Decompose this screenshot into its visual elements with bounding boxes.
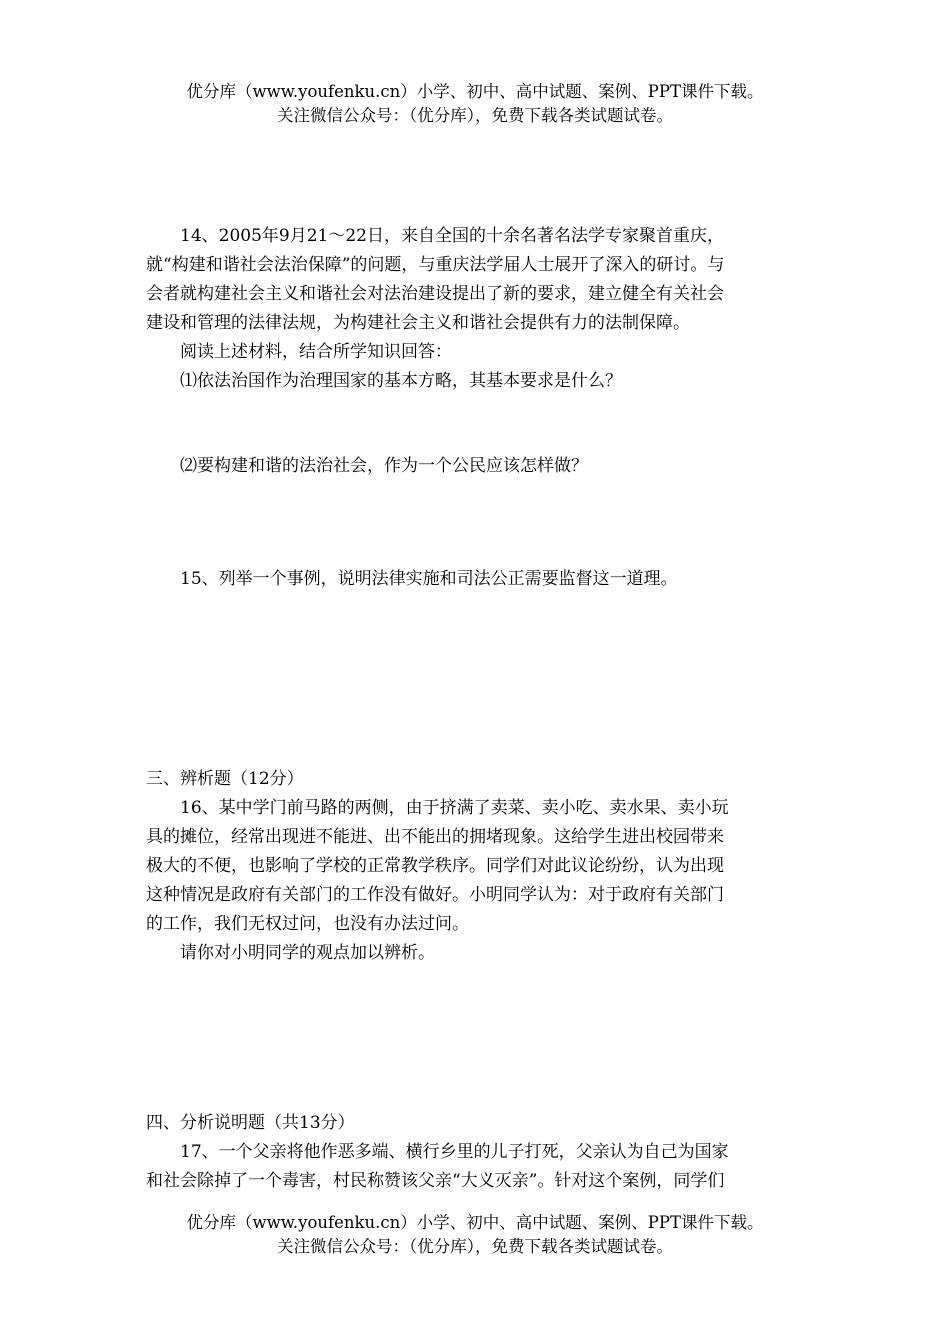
q16-line-5: 的工作，我们无权过问，也没有办法过问。 xyxy=(146,914,469,934)
footer-line-1: 优分库（www.youfenku.cn）小学、初中、高中试题、案例、PPT课件下载。 xyxy=(186,1213,764,1232)
header-line-2: 关注微信公众号：（优分库），免费下载各类试题试卷。 xyxy=(277,106,673,125)
q14-line-4: 建设和管理的法律法规，为构建社会主义和谐社会提供有力的法制保障。 xyxy=(146,313,690,333)
q17-line-1: 17、一个父亲将他作恶多端、横行乡里的儿子打死，父亲认为自己为国家 xyxy=(180,1142,729,1162)
q16-prompt: 请你对小明同学的观点加以辨析。 xyxy=(180,943,435,963)
q16-line-3: 极大的不便，也影响了学校的正常教学秩序。同学们对此议论纷纷，认为出现 xyxy=(146,856,724,876)
q14-prompt: 阅读上述材料，结合所学知识回答： xyxy=(180,342,452,362)
q16-line-4: 这种情况是政府有关部门的工作没有做好。小明同学认为：对于政府有关部门 xyxy=(146,885,724,905)
q14-line-1: 14、2005年9月21～22日，来自全国的十余名著名法学专家聚首重庆， xyxy=(180,226,724,246)
header-line-1: 优分库（www.youfenku.cn）小学、初中、高中试题、案例、PPT课件下载。 xyxy=(186,82,764,101)
section-4-title: 四、分析说明题（共13分） xyxy=(146,1113,355,1133)
section-3-title: 三、辨析题（12分） xyxy=(146,769,304,789)
footer-line-2: 关注微信公众号：（优分库），免费下载各类试题试卷。 xyxy=(277,1237,673,1256)
question-15: 15、列举一个事例，说明法律实施和司法公正需要监督这一道理。 xyxy=(180,569,678,589)
q17-line-2: 和社会除掉了一个毒害，村民称赞该父亲“大义灭亲”。针对这个案例，同学们 xyxy=(146,1171,725,1191)
q14-sub-question-2: ⑵要构建和谐的法治社会，作为一个公民应该怎样做？ xyxy=(180,456,588,476)
q16-line-2: 具的摊位，经常出现进不能进、出不能出的拥堵现象。这给学生进出校园带来 xyxy=(146,827,724,847)
q14-line-2: 就“构建和谐社会法治保障”的问题，与重庆法学届人士展开了深入的研讨。与 xyxy=(146,255,725,275)
q16-line-1: 16、某中学门前马路的两侧，由于挤满了卖菜、卖小吃、卖水果、卖小玩 xyxy=(180,798,729,818)
q14-line-3: 会者就构建社会主义和谐社会对法治建设提出了新的要求，建立健全有关社会 xyxy=(146,284,724,304)
q14-sub-question-1: ⑴依法治国作为治理国家的基本方略，其基本要求是什么？ xyxy=(180,371,622,391)
